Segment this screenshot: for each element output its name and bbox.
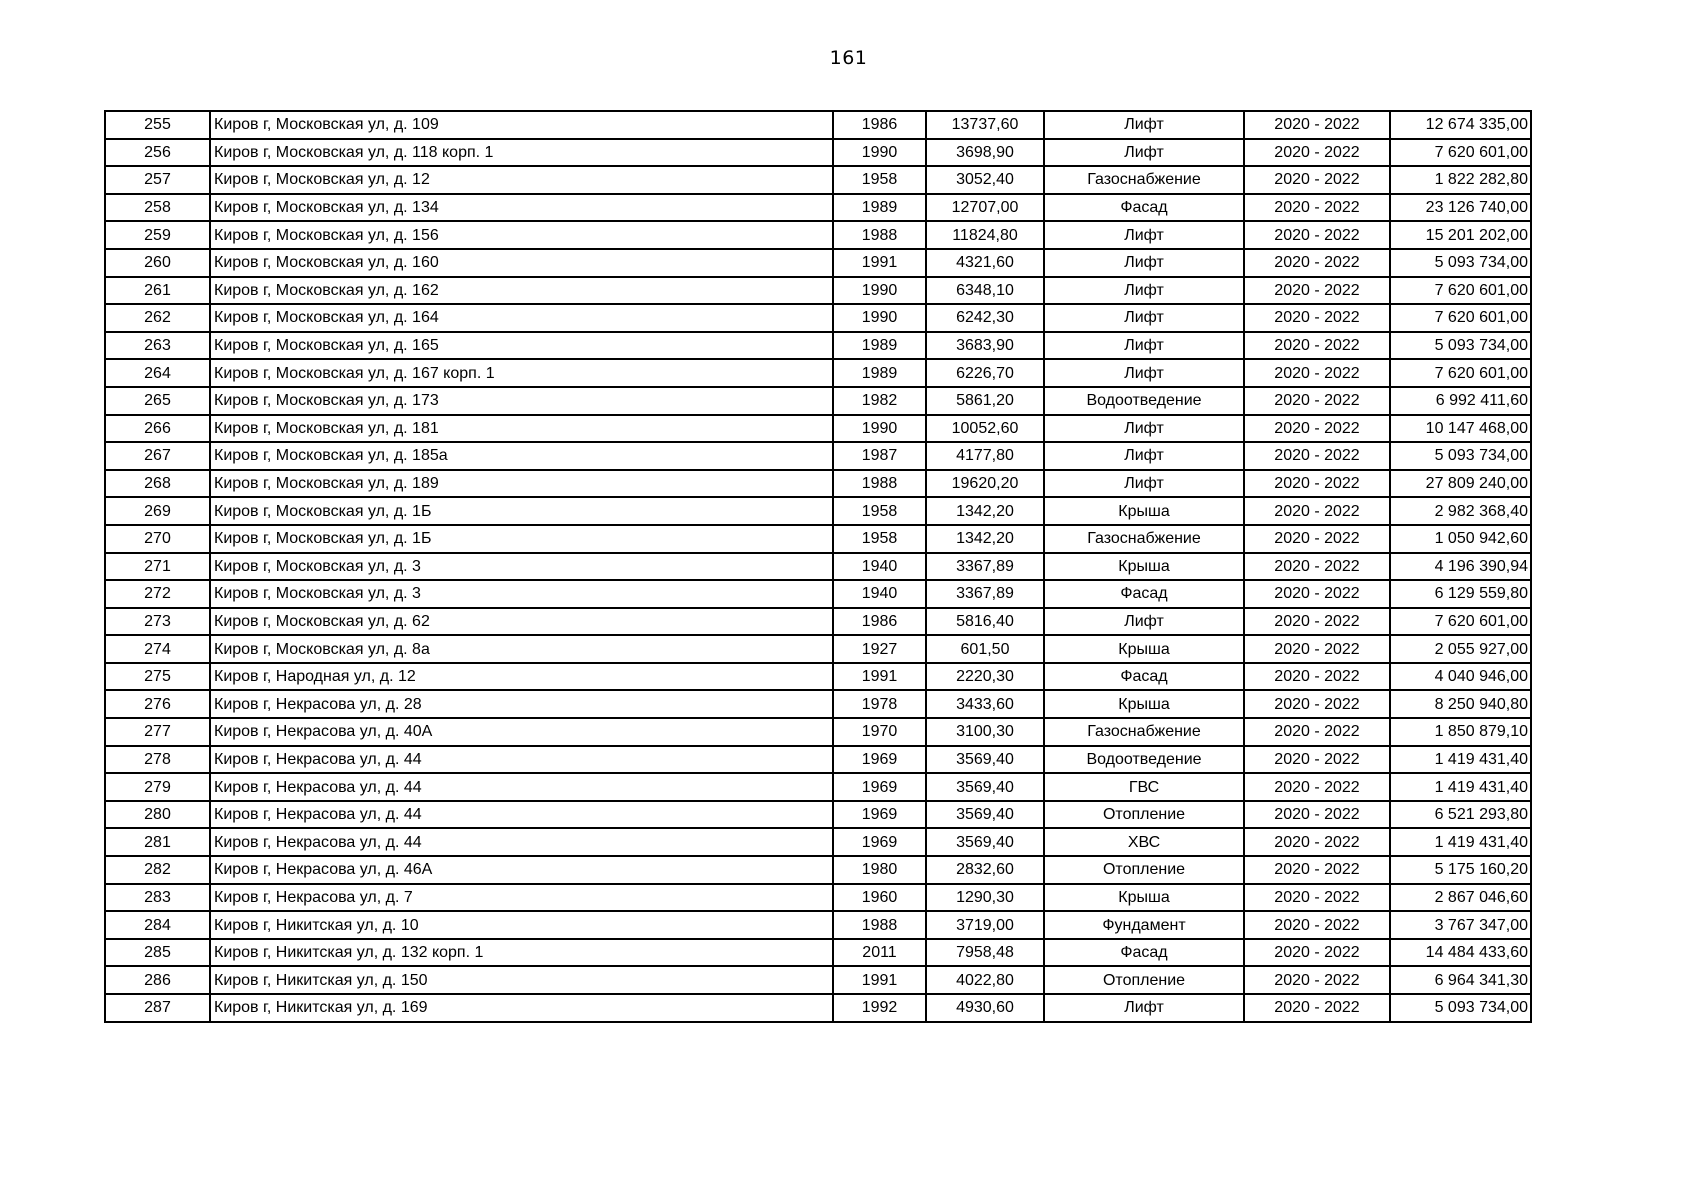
cost-cell: 6 129 559,80 [1390,580,1531,608]
build-year-cell: 1969 [833,828,926,856]
address-cell: Киров г, Некрасова ул, д. 40А [210,718,833,746]
address-cell: Киров г, Московская ул, д. 162 [210,277,833,305]
period-cell: 2020 - 2022 [1244,497,1390,525]
work-type-cell: Фундамент [1044,911,1244,939]
cost-cell: 1 050 942,60 [1390,525,1531,553]
row-number-cell: 277 [105,718,210,746]
table-row [105,911,1531,939]
work-type-cell: Крыша [1044,553,1244,581]
area-cell: 4321,60 [926,249,1044,277]
period-cell: 2020 - 2022 [1244,249,1390,277]
work-type-cell: Водоотведение [1044,746,1244,774]
work-type-cell: Лифт [1044,470,1244,498]
period-cell: 2020 - 2022 [1244,387,1390,415]
area-cell: 2220,30 [926,663,1044,691]
cost-cell: 12 674 335,00 [1390,111,1531,139]
table-row [105,939,1531,967]
build-year-cell: 1991 [833,663,926,691]
row-number-cell: 275 [105,663,210,691]
address-cell: Киров г, Некрасова ул, д. 44 [210,773,833,801]
cost-cell: 6 964 341,30 [1390,966,1531,994]
cost-cell: 1 822 282,80 [1390,166,1531,194]
period-cell: 2020 - 2022 [1244,277,1390,305]
table-row [105,277,1531,305]
address-cell: Киров г, Никитская ул, д. 132 корп. 1 [210,939,833,967]
work-type-cell: Газоснабжение [1044,718,1244,746]
cost-cell: 1 850 879,10 [1390,718,1531,746]
build-year-cell: 1940 [833,580,926,608]
table-row [105,718,1531,746]
work-type-cell: Лифт [1044,111,1244,139]
build-year-cell: 1990 [833,415,926,443]
row-number-cell: 281 [105,828,210,856]
work-type-cell: Отопление [1044,966,1244,994]
area-cell: 3569,40 [926,746,1044,774]
period-cell: 2020 - 2022 [1244,718,1390,746]
period-cell: 2020 - 2022 [1244,166,1390,194]
table-row [105,966,1531,994]
row-number-cell: 270 [105,525,210,553]
period-cell: 2020 - 2022 [1244,939,1390,967]
address-cell: Киров г, Московская ул, д. 173 [210,387,833,415]
address-cell: Киров г, Московская ул, д. 160 [210,249,833,277]
work-type-cell: Крыша [1044,690,1244,718]
period-cell: 2020 - 2022 [1244,111,1390,139]
build-year-cell: 1990 [833,304,926,332]
work-type-cell: Отопление [1044,856,1244,884]
build-year-cell: 1958 [833,497,926,525]
work-type-cell: Лифт [1044,304,1244,332]
area-cell: 3569,40 [926,801,1044,829]
address-cell: Киров г, Московская ул, д. 1Б [210,497,833,525]
table-row [105,525,1531,553]
table-row [105,359,1531,387]
area-cell: 3698,90 [926,139,1044,167]
table-row [105,608,1531,636]
area-cell: 4930,60 [926,994,1044,1022]
area-cell: 6242,30 [926,304,1044,332]
address-cell: Киров г, Некрасова ул, д. 44 [210,746,833,774]
table-row [105,663,1531,691]
area-cell: 4022,80 [926,966,1044,994]
area-cell: 7958,48 [926,939,1044,967]
work-type-cell: Лифт [1044,415,1244,443]
table-row [105,746,1531,774]
build-year-cell: 1960 [833,884,926,912]
work-type-cell: Лифт [1044,332,1244,360]
address-cell: Киров г, Московская ул, д. 1Б [210,525,833,553]
row-number-cell: 271 [105,553,210,581]
period-cell: 2020 - 2022 [1244,525,1390,553]
area-cell: 13737,60 [926,111,1044,139]
period-cell: 2020 - 2022 [1244,690,1390,718]
period-cell: 2020 - 2022 [1244,470,1390,498]
cost-cell: 15 201 202,00 [1390,221,1531,249]
address-cell: Киров г, Никитская ул, д. 10 [210,911,833,939]
work-type-cell: ХВС [1044,828,1244,856]
table-row [105,470,1531,498]
row-number-cell: 269 [105,497,210,525]
address-cell: Киров г, Московская ул, д. 181 [210,415,833,443]
area-cell: 4177,80 [926,442,1044,470]
build-year-cell: 1990 [833,277,926,305]
build-year-cell: 1991 [833,249,926,277]
period-cell: 2020 - 2022 [1244,773,1390,801]
work-type-cell: Отопление [1044,801,1244,829]
address-cell: Киров г, Московская ул, д. 109 [210,111,833,139]
row-number-cell: 274 [105,635,210,663]
work-type-cell: Лифт [1044,221,1244,249]
period-cell: 2020 - 2022 [1244,856,1390,884]
cost-cell: 7 620 601,00 [1390,359,1531,387]
period-cell: 2020 - 2022 [1244,359,1390,387]
area-cell: 3569,40 [926,828,1044,856]
area-cell: 3433,60 [926,690,1044,718]
row-number-cell: 261 [105,277,210,305]
cost-cell: 27 809 240,00 [1390,470,1531,498]
cost-cell: 5 093 734,00 [1390,332,1531,360]
area-cell: 3569,40 [926,773,1044,801]
build-year-cell: 1986 [833,111,926,139]
cost-cell: 7 620 601,00 [1390,608,1531,636]
address-cell: Киров г, Московская ул, д. 12 [210,166,833,194]
cost-cell: 1 419 431,40 [1390,828,1531,856]
period-cell: 2020 - 2022 [1244,966,1390,994]
row-number-cell: 258 [105,194,210,222]
table-row [105,553,1531,581]
address-cell: Киров г, Московская ул, д. 167 корп. 1 [210,359,833,387]
row-number-cell: 255 [105,111,210,139]
area-cell: 19620,20 [926,470,1044,498]
build-year-cell: 1988 [833,470,926,498]
table-row [105,690,1531,718]
cost-cell: 7 620 601,00 [1390,277,1531,305]
row-number-cell: 279 [105,773,210,801]
address-cell: Киров г, Некрасова ул, д. 44 [210,828,833,856]
cost-cell: 5 093 734,00 [1390,442,1531,470]
row-number-cell: 257 [105,166,210,194]
work-type-cell: Водоотведение [1044,387,1244,415]
area-cell: 3052,40 [926,166,1044,194]
period-cell: 2020 - 2022 [1244,746,1390,774]
cost-cell: 5 093 734,00 [1390,994,1531,1022]
cost-cell: 23 126 740,00 [1390,194,1531,222]
period-cell: 2020 - 2022 [1244,194,1390,222]
cost-cell: 2 982 368,40 [1390,497,1531,525]
cost-cell: 10 147 468,00 [1390,415,1531,443]
row-number-cell: 268 [105,470,210,498]
cost-cell: 8 250 940,80 [1390,690,1531,718]
work-type-cell: Лифт [1044,277,1244,305]
table-row [105,111,1531,139]
row-number-cell: 272 [105,580,210,608]
table-row [105,580,1531,608]
work-type-cell: Фасад [1044,663,1244,691]
build-year-cell: 1978 [833,690,926,718]
address-cell: Киров г, Народная ул, д. 12 [210,663,833,691]
address-cell: Киров г, Московская ул, д. 164 [210,304,833,332]
cost-cell: 1 419 431,40 [1390,746,1531,774]
table-row [105,194,1531,222]
table-row [105,773,1531,801]
row-number-cell: 260 [105,249,210,277]
table-row [105,304,1531,332]
period-cell: 2020 - 2022 [1244,139,1390,167]
cost-cell: 6 992 411,60 [1390,387,1531,415]
work-type-cell: Лифт [1044,994,1244,1022]
table-row [105,139,1531,167]
row-number-cell: 285 [105,939,210,967]
build-year-cell: 1989 [833,359,926,387]
address-cell: Киров г, Московская ул, д. 3 [210,553,833,581]
build-year-cell: 1992 [833,994,926,1022]
period-cell: 2020 - 2022 [1244,553,1390,581]
area-cell: 3367,89 [926,580,1044,608]
cost-cell: 14 484 433,60 [1390,939,1531,967]
table-row [105,828,1531,856]
period-cell: 2020 - 2022 [1244,415,1390,443]
address-cell: Киров г, Московская ул, д. 189 [210,470,833,498]
table-row [105,635,1531,663]
row-number-cell: 259 [105,221,210,249]
work-type-cell: ГВС [1044,773,1244,801]
area-cell: 2832,60 [926,856,1044,884]
period-cell: 2020 - 2022 [1244,911,1390,939]
period-cell: 2020 - 2022 [1244,580,1390,608]
area-cell: 11824,80 [926,221,1044,249]
row-number-cell: 280 [105,801,210,829]
address-cell: Киров г, Московская ул, д. 62 [210,608,833,636]
cost-cell: 1 419 431,40 [1390,773,1531,801]
build-year-cell: 1989 [833,194,926,222]
address-cell: Киров г, Московская ул, д. 156 [210,221,833,249]
table-row [105,856,1531,884]
area-cell: 601,50 [926,635,1044,663]
work-type-cell: Газоснабжение [1044,166,1244,194]
period-cell: 2020 - 2022 [1244,663,1390,691]
build-year-cell: 1958 [833,166,926,194]
address-cell: Киров г, Никитская ул, д. 169 [210,994,833,1022]
work-type-cell: Фасад [1044,939,1244,967]
build-year-cell: 1990 [833,139,926,167]
cost-cell: 5 093 734,00 [1390,249,1531,277]
address-cell: Киров г, Московская ул, д. 3 [210,580,833,608]
build-year-cell: 1980 [833,856,926,884]
period-cell: 2020 - 2022 [1244,442,1390,470]
work-type-cell: Лифт [1044,249,1244,277]
build-year-cell: 2011 [833,939,926,967]
cost-cell: 7 620 601,00 [1390,139,1531,167]
area-cell: 12707,00 [926,194,1044,222]
build-year-cell: 1989 [833,332,926,360]
area-cell: 1342,20 [926,525,1044,553]
address-cell: Киров г, Московская ул, д. 165 [210,332,833,360]
work-type-cell: Крыша [1044,884,1244,912]
period-cell: 2020 - 2022 [1244,828,1390,856]
row-number-cell: 267 [105,442,210,470]
table-row [105,442,1531,470]
cost-cell: 2 055 927,00 [1390,635,1531,663]
build-year-cell: 1940 [833,553,926,581]
area-cell: 1342,20 [926,497,1044,525]
build-year-cell: 1969 [833,801,926,829]
table-row [105,332,1531,360]
build-year-cell: 1969 [833,746,926,774]
work-type-cell: Крыша [1044,635,1244,663]
cost-cell: 2 867 046,60 [1390,884,1531,912]
address-cell: Киров г, Московская ул, д. 118 корп. 1 [210,139,833,167]
repair-program-table [104,110,1532,1023]
area-cell: 3100,30 [926,718,1044,746]
table-row [105,884,1531,912]
row-number-cell: 282 [105,856,210,884]
period-cell: 2020 - 2022 [1244,608,1390,636]
work-type-cell: Лифт [1044,442,1244,470]
area-cell: 1290,30 [926,884,1044,912]
area-cell: 3683,90 [926,332,1044,360]
row-number-cell: 283 [105,884,210,912]
table-row [105,387,1531,415]
work-type-cell: Фасад [1044,580,1244,608]
table-body [105,111,1531,1022]
period-cell: 2020 - 2022 [1244,635,1390,663]
row-number-cell: 286 [105,966,210,994]
build-year-cell: 1991 [833,966,926,994]
row-number-cell: 256 [105,139,210,167]
area-cell: 5861,20 [926,387,1044,415]
work-type-cell: Лифт [1044,608,1244,636]
build-year-cell: 1987 [833,442,926,470]
build-year-cell: 1969 [833,773,926,801]
address-cell: Киров г, Некрасова ул, д. 46А [210,856,833,884]
work-type-cell: Лифт [1044,139,1244,167]
address-cell: Киров г, Некрасова ул, д. 28 [210,690,833,718]
area-cell: 6226,70 [926,359,1044,387]
table-row [105,221,1531,249]
period-cell: 2020 - 2022 [1244,221,1390,249]
cost-cell: 3 767 347,00 [1390,911,1531,939]
period-cell: 2020 - 2022 [1244,801,1390,829]
cost-cell: 7 620 601,00 [1390,304,1531,332]
table-row [105,166,1531,194]
area-cell: 6348,10 [926,277,1044,305]
build-year-cell: 1927 [833,635,926,663]
build-year-cell: 1988 [833,221,926,249]
cost-cell: 6 521 293,80 [1390,801,1531,829]
work-type-cell: Газоснабжение [1044,525,1244,553]
table-row [105,249,1531,277]
page-number: 161 [829,47,868,69]
build-year-cell: 1970 [833,718,926,746]
work-type-cell: Фасад [1044,194,1244,222]
cost-cell: 4 040 946,00 [1390,663,1531,691]
row-number-cell: 266 [105,415,210,443]
period-cell: 2020 - 2022 [1244,884,1390,912]
row-number-cell: 287 [105,994,210,1022]
address-cell: Киров г, Московская ул, д. 8а [210,635,833,663]
row-number-cell: 284 [105,911,210,939]
address-cell: Киров г, Московская ул, д. 134 [210,194,833,222]
area-cell: 3719,00 [926,911,1044,939]
table-row [105,994,1531,1022]
table-row [105,497,1531,525]
period-cell: 2020 - 2022 [1244,332,1390,360]
address-cell: Киров г, Некрасова ул, д. 7 [210,884,833,912]
area-cell: 10052,60 [926,415,1044,443]
work-type-cell: Крыша [1044,497,1244,525]
build-year-cell: 1958 [833,525,926,553]
row-number-cell: 265 [105,387,210,415]
address-cell: Киров г, Московская ул, д. 185а [210,442,833,470]
row-number-cell: 264 [105,359,210,387]
row-number-cell: 262 [105,304,210,332]
period-cell: 2020 - 2022 [1244,994,1390,1022]
build-year-cell: 1982 [833,387,926,415]
row-number-cell: 276 [105,690,210,718]
table-row [105,415,1531,443]
build-year-cell: 1988 [833,911,926,939]
cost-cell: 5 175 160,20 [1390,856,1531,884]
build-year-cell: 1986 [833,608,926,636]
row-number-cell: 278 [105,746,210,774]
area-cell: 5816,40 [926,608,1044,636]
work-type-cell: Лифт [1044,359,1244,387]
row-number-cell: 273 [105,608,210,636]
cost-cell: 4 196 390,94 [1390,553,1531,581]
table-row [105,801,1531,829]
address-cell: Киров г, Никитская ул, д. 150 [210,966,833,994]
row-number-cell: 263 [105,332,210,360]
area-cell: 3367,89 [926,553,1044,581]
period-cell: 2020 - 2022 [1244,304,1390,332]
address-cell: Киров г, Некрасова ул, д. 44 [210,801,833,829]
